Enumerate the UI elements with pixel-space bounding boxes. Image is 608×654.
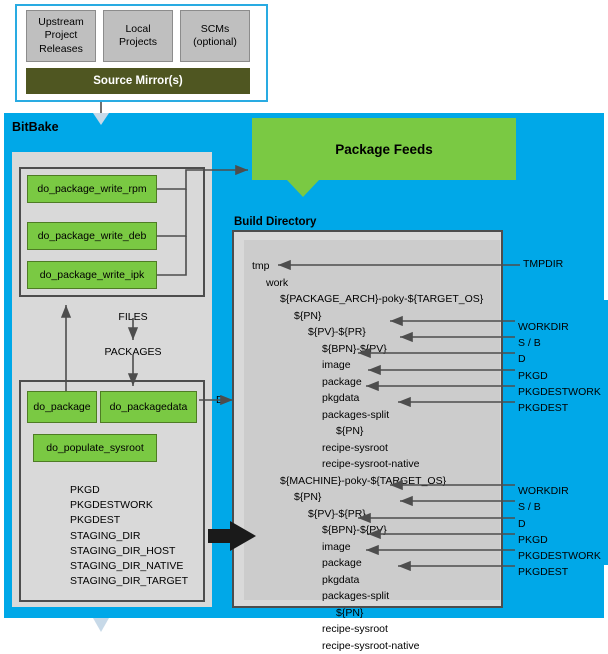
right-variable-label: PKGD xyxy=(518,534,548,546)
bitbake-variable: PKGDEST xyxy=(70,513,195,528)
task-do-packagedata[interactable]: do_packagedata xyxy=(100,391,197,423)
right-variable-label: PKGDEST xyxy=(518,402,568,414)
right-variable-label: PKGDESTWORK xyxy=(518,386,601,398)
tree-item: ${PN} xyxy=(252,423,500,440)
tree-item: package xyxy=(252,555,500,572)
bitbake-variable: PKGD xyxy=(70,483,195,498)
bitbake-variable: STAGING_DIR_TARGET xyxy=(70,574,195,589)
bitbake-variable: STAGING_DIR_NATIVE xyxy=(70,559,195,574)
tree-item: pkgdata xyxy=(252,572,500,589)
right-variable-label: D xyxy=(518,518,526,530)
tree-item: image xyxy=(252,539,500,556)
bitbake-variable: PKGDESTWORK xyxy=(70,498,195,513)
right-variable-label: WORKDIR xyxy=(518,485,569,497)
tree-item: recipe-sysroot-native xyxy=(252,456,500,473)
package-feeds-notch xyxy=(287,180,319,197)
tree-item: ${MACHINE}-poky-${TARGET_OS} xyxy=(252,473,500,490)
package-feeds-box: Package Feeds xyxy=(252,118,516,180)
right-variable-label: PKGDEST xyxy=(518,566,568,578)
bitbake-variable-list xyxy=(70,483,195,590)
right-variable-label: S / B xyxy=(518,337,541,349)
tree-item: pkgdata xyxy=(252,390,500,407)
bitbake-variable: STAGING_DIR_HOST xyxy=(70,544,195,559)
tree-item: image xyxy=(252,357,500,374)
tree-item: ${PN} xyxy=(252,308,500,325)
build-directory-title: Build Directory xyxy=(234,216,316,228)
right-variable-label: D xyxy=(518,353,526,365)
tree-item: packages-split xyxy=(252,407,500,424)
files-label: FILES xyxy=(108,311,158,323)
tree-item: package xyxy=(252,374,500,391)
bitbake-title: BitBake xyxy=(12,120,59,134)
source-local-projects: Local Projects xyxy=(103,10,173,62)
task-do-package-write-rpm[interactable]: do_package_write_rpm xyxy=(27,175,157,203)
source-upstream-project-releases: Upstream Project Releases xyxy=(26,10,96,62)
bitbake-variable: STAGING_DIR xyxy=(70,529,195,544)
tree-item: ${PV}-${PR} xyxy=(252,324,500,341)
right-variable-label: WORKDIR xyxy=(518,321,569,333)
tree-item: ${PN} xyxy=(252,605,500,622)
packages-label: PACKAGES xyxy=(88,346,178,358)
tree-item: recipe-sysroot xyxy=(252,440,500,457)
tmpdir-label: TMPDIR xyxy=(523,258,563,270)
tree-item: ${PV}-${PR} xyxy=(252,506,500,523)
task-do-package-write-deb[interactable]: do_package_write_deb xyxy=(27,222,157,250)
build-directory-tree xyxy=(252,258,500,654)
tree-item: ${PN} xyxy=(252,489,500,506)
task-do-package[interactable]: do_package xyxy=(27,391,97,423)
tree-item: packages-split xyxy=(252,588,500,605)
right-variable-label: PKGDESTWORK xyxy=(518,550,601,562)
tree-item: work xyxy=(252,275,500,292)
tree-item: ${PACKAGE_ARCH}-poky-${TARGET_OS} xyxy=(252,291,500,308)
tree-item: ${BPN}-${PV} xyxy=(252,522,500,539)
task-do-package-write-ipk[interactable]: do_package_write_ipk xyxy=(27,261,157,289)
task-do-populate-sysroot[interactable]: do_populate_sysroot xyxy=(33,434,157,462)
right-variable-label: PKGD xyxy=(518,370,548,382)
source-scms: SCMs (optional) xyxy=(180,10,250,62)
source-mirrors-bar: Source Mirror(s) xyxy=(26,68,250,94)
right-variable-label: S / B xyxy=(518,501,541,513)
tree-item: recipe-sysroot xyxy=(252,621,500,638)
tree-item: recipe-sysroot-native xyxy=(252,638,500,654)
tree-item: ${BPN}-${PV} xyxy=(252,341,500,358)
d-variable-label: D xyxy=(216,394,224,406)
tree-item: tmp xyxy=(252,258,500,275)
